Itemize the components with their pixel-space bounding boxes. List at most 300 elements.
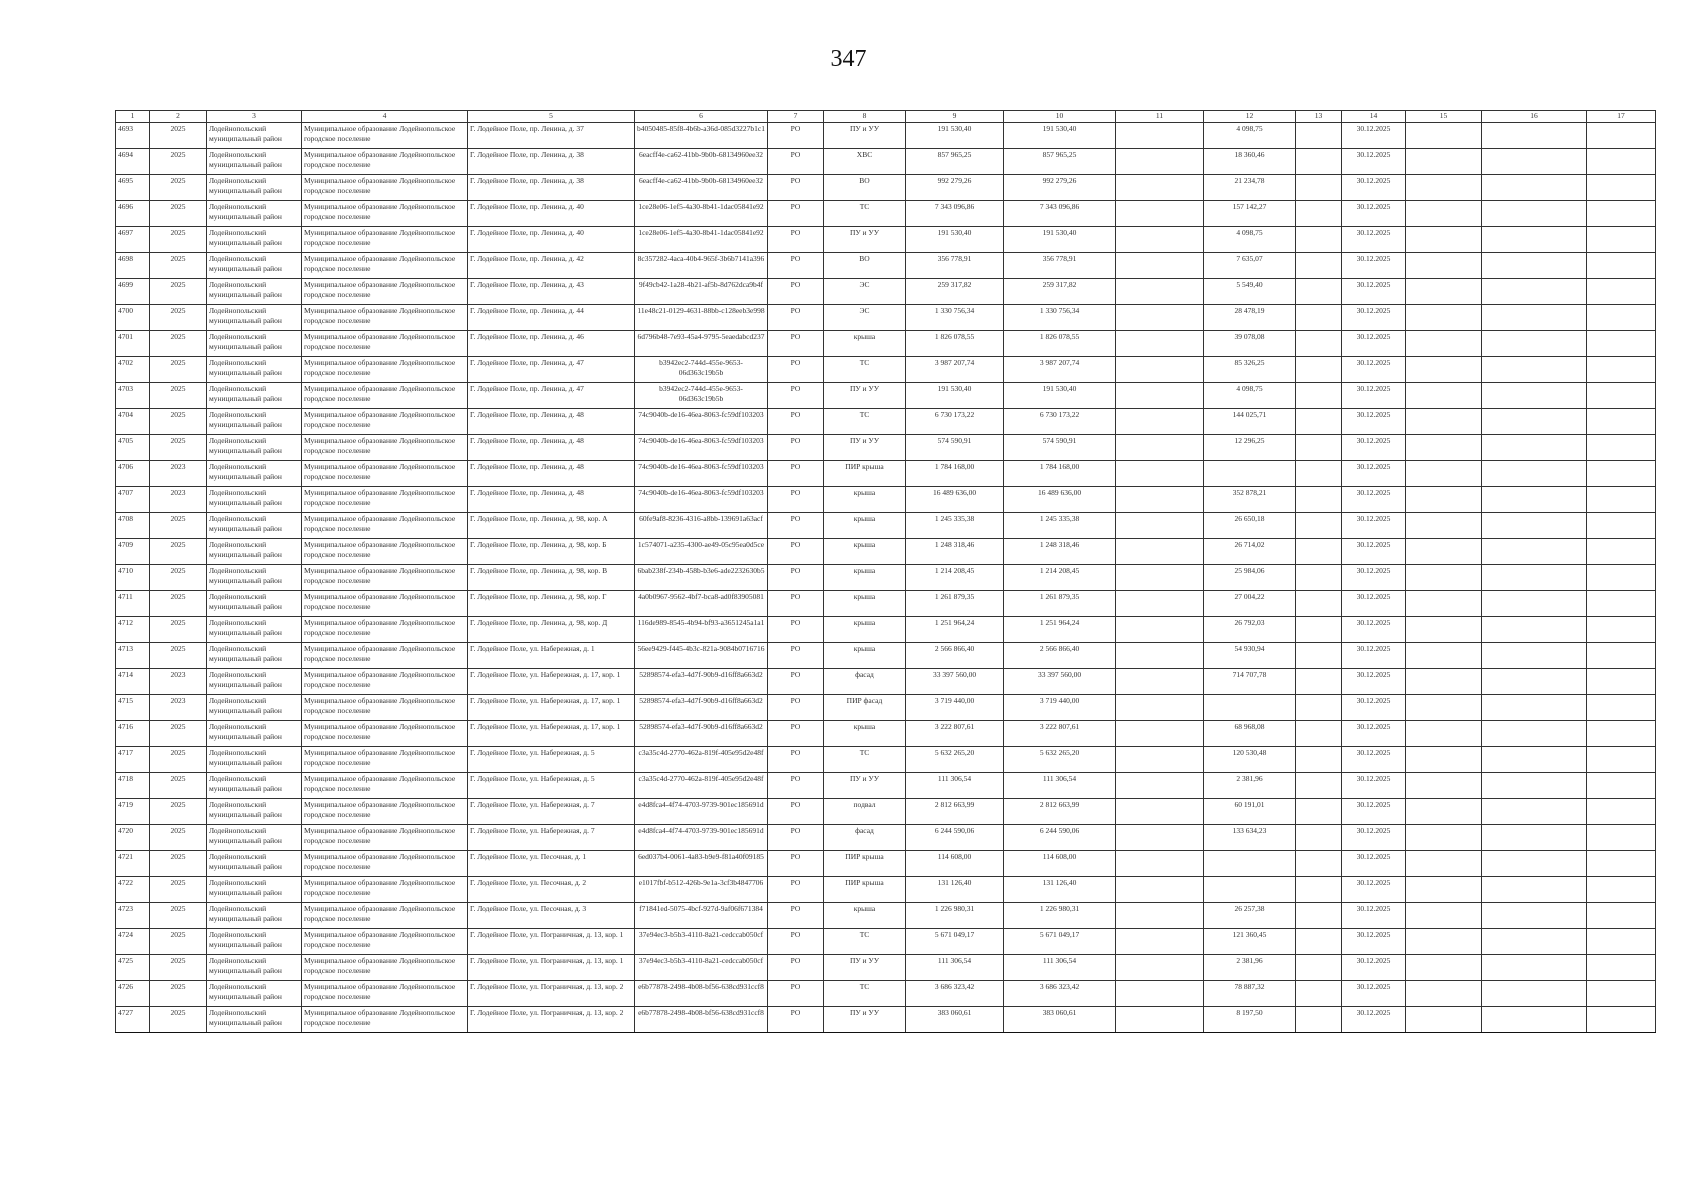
completion-date-cell: 30.12.2025: [1342, 201, 1406, 227]
column-13-cell: [1296, 331, 1342, 357]
row-number-cell: 4713: [116, 643, 150, 669]
column-header-7: 7: [768, 111, 824, 123]
year-cell: 2025: [150, 903, 207, 929]
completion-date-cell: 30.12.2025: [1342, 669, 1406, 695]
house-guid-cell: 52898574-efa3-4d7f-90b9-d16ff8a663d2: [635, 669, 768, 695]
address-cell: Г. Лодейное Поле, пр. Ленина, д. 98, кор. Б: [468, 539, 635, 565]
column-header-13: 13: [1296, 111, 1342, 123]
column-13-cell: [1296, 227, 1342, 253]
municipality-cell: Муниципальное образование Лодейнопольское городское поселение: [302, 721, 468, 747]
district-cell: Лодейнопольский муниципальный район: [207, 123, 302, 149]
row-number-cell: 4719: [116, 799, 150, 825]
year-cell: 2025: [150, 201, 207, 227]
column-15-cell: [1406, 643, 1482, 669]
column-16-cell: [1482, 955, 1587, 981]
year-cell: 2025: [150, 331, 207, 357]
source-cell: РО: [768, 539, 824, 565]
column-15-cell: [1406, 695, 1482, 721]
district-cell: Лодейнопольский муниципальный район: [207, 955, 302, 981]
row-number-cell: 4711: [116, 591, 150, 617]
source-cell: РО: [768, 903, 824, 929]
table-row: [116, 591, 1656, 617]
column-16-cell: [1482, 461, 1587, 487]
work-type-cell: крыша: [824, 565, 906, 591]
total-cost-cell: 857 965,25: [1004, 149, 1116, 175]
row-number-cell: 4710: [116, 565, 150, 591]
fund-cell: 144 025,71: [1204, 409, 1296, 435]
work-type-cell: ЭС: [824, 279, 906, 305]
column-16-cell: [1482, 513, 1587, 539]
work-type-cell: ТС: [824, 357, 906, 383]
column-13-cell: [1296, 513, 1342, 539]
work-type-cell: крыша: [824, 539, 906, 565]
column-16-cell: [1482, 279, 1587, 305]
completion-date-cell: 30.12.2025: [1342, 123, 1406, 149]
source-cell: РО: [768, 643, 824, 669]
column-11-cell: [1116, 825, 1204, 851]
column-13-cell: [1296, 851, 1342, 877]
completion-date-cell: 30.12.2025: [1342, 877, 1406, 903]
column-16-cell: [1482, 799, 1587, 825]
fund-cell: 60 191,01: [1204, 799, 1296, 825]
cost-cell: 1 261 879,35: [906, 591, 1004, 617]
fund-cell: 78 887,32: [1204, 981, 1296, 1007]
column-16-cell: [1482, 617, 1587, 643]
completion-date-cell: 30.12.2025: [1342, 695, 1406, 721]
column-17-cell: [1587, 591, 1656, 617]
completion-date-cell: 30.12.2025: [1342, 331, 1406, 357]
column-13-cell: [1296, 721, 1342, 747]
register-table: [115, 110, 1656, 1033]
table-row: [116, 357, 1656, 383]
house-guid-cell: 52898574-efa3-4d7f-90b9-d16ff8a663d2: [635, 695, 768, 721]
total-cost-cell: 2 812 663,99: [1004, 799, 1116, 825]
cost-cell: 574 590,91: [906, 435, 1004, 461]
fund-cell: 121 360,45: [1204, 929, 1296, 955]
year-cell: 2025: [150, 227, 207, 253]
house-guid-cell: 74c9040b-de16-46ea-8063-fc59df103203: [635, 435, 768, 461]
column-16-cell: [1482, 747, 1587, 773]
completion-date-cell: 30.12.2025: [1342, 513, 1406, 539]
year-cell: 2023: [150, 695, 207, 721]
fund-cell: 12 296,25: [1204, 435, 1296, 461]
district-cell: Лодейнопольский муниципальный район: [207, 487, 302, 513]
district-cell: Лодейнопольский муниципальный район: [207, 201, 302, 227]
fund-cell: [1204, 461, 1296, 487]
column-11-cell: [1116, 747, 1204, 773]
work-type-cell: ПУ и УУ: [824, 227, 906, 253]
column-header-11: 11: [1116, 111, 1204, 123]
column-13-cell: [1296, 747, 1342, 773]
column-15-cell: [1406, 149, 1482, 175]
row-number-cell: 4696: [116, 201, 150, 227]
source-cell: РО: [768, 799, 824, 825]
column-16-cell: [1482, 357, 1587, 383]
column-11-cell: [1116, 331, 1204, 357]
column-17-cell: [1587, 929, 1656, 955]
cost-cell: 191 530,40: [906, 123, 1004, 149]
municipality-cell: Муниципальное образование Лодейнопольское городское поселение: [302, 253, 468, 279]
table-row: [116, 539, 1656, 565]
address-cell: Г. Лодейное Поле, ул. Набережная, д. 5: [468, 773, 635, 799]
municipality-cell: Муниципальное образование Лодейнопольское городское поселение: [302, 357, 468, 383]
address-cell: Г. Лодейное Поле, ул. Песочная, д. 1: [468, 851, 635, 877]
column-17-cell: [1587, 331, 1656, 357]
district-cell: Лодейнопольский муниципальный район: [207, 357, 302, 383]
column-11-cell: [1116, 513, 1204, 539]
address-cell: Г. Лодейное Поле, пр. Ленина, д. 48: [468, 487, 635, 513]
total-cost-cell: 1 826 078,55: [1004, 331, 1116, 357]
address-cell: Г. Лодейное Поле, ул. Пограничная, д. 13, кор. 2: [468, 981, 635, 1007]
row-number-cell: 4717: [116, 747, 150, 773]
column-13-cell: [1296, 825, 1342, 851]
completion-date-cell: 30.12.2025: [1342, 981, 1406, 1007]
column-15-cell: [1406, 877, 1482, 903]
district-cell: Лодейнопольский муниципальный район: [207, 591, 302, 617]
fund-cell: 714 707,78: [1204, 669, 1296, 695]
house-guid-cell: 37e94ec3-b5b3-4110-8a21-cedccab050cf: [635, 929, 768, 955]
district-cell: Лодейнопольский муниципальный район: [207, 461, 302, 487]
column-13-cell: [1296, 409, 1342, 435]
year-cell: 2025: [150, 617, 207, 643]
source-cell: РО: [768, 227, 824, 253]
district-cell: Лодейнопольский муниципальный район: [207, 643, 302, 669]
table-row: [116, 643, 1656, 669]
column-16-cell: [1482, 123, 1587, 149]
source-cell: РО: [768, 773, 824, 799]
row-number-cell: 4705: [116, 435, 150, 461]
column-17-cell: [1587, 435, 1656, 461]
column-11-cell: [1116, 383, 1204, 409]
fund-cell: [1204, 877, 1296, 903]
total-cost-cell: 1 226 980,31: [1004, 903, 1116, 929]
completion-date-cell: 30.12.2025: [1342, 851, 1406, 877]
column-16-cell: [1482, 435, 1587, 461]
column-11-cell: [1116, 617, 1204, 643]
year-cell: 2025: [150, 851, 207, 877]
total-cost-cell: 111 306,54: [1004, 773, 1116, 799]
column-17-cell: [1587, 1007, 1656, 1033]
total-cost-cell: 992 279,26: [1004, 175, 1116, 201]
address-cell: Г. Лодейное Поле, пр. Ленина, д. 98, кор. В: [468, 565, 635, 591]
work-type-cell: фасад: [824, 669, 906, 695]
municipality-cell: Муниципальное образование Лодейнопольское городское поселение: [302, 461, 468, 487]
column-11-cell: [1116, 461, 1204, 487]
address-cell: Г. Лодейное Поле, ул. Набережная, д. 17, кор. 1: [468, 695, 635, 721]
district-cell: Лодейнопольский муниципальный район: [207, 695, 302, 721]
work-type-cell: ВО: [824, 253, 906, 279]
column-17-cell: [1587, 773, 1656, 799]
row-number-cell: 4703: [116, 383, 150, 409]
column-11-cell: [1116, 201, 1204, 227]
district-cell: Лодейнопольский муниципальный район: [207, 851, 302, 877]
year-cell: 2025: [150, 929, 207, 955]
source-cell: РО: [768, 929, 824, 955]
municipality-cell: Муниципальное образование Лодейнопольское городское поселение: [302, 175, 468, 201]
year-cell: 2025: [150, 565, 207, 591]
house-guid-cell: b3942ec2-744d-455e-9653-06d363c19b5b: [635, 357, 768, 383]
house-guid-cell: 60fe9af8-8236-4316-a8bb-139691a63acf: [635, 513, 768, 539]
house-guid-cell: 8c357282-4aca-40b4-965f-3b6b7141a396: [635, 253, 768, 279]
column-13-cell: [1296, 279, 1342, 305]
column-15-cell: [1406, 617, 1482, 643]
column-13-cell: [1296, 799, 1342, 825]
cost-cell: 1 245 335,38: [906, 513, 1004, 539]
house-guid-cell: 37e94ec3-b5b3-4110-8a21-cedccab050cf: [635, 955, 768, 981]
work-type-cell: крыша: [824, 903, 906, 929]
completion-date-cell: 30.12.2025: [1342, 175, 1406, 201]
column-16-cell: [1482, 149, 1587, 175]
completion-date-cell: 30.12.2025: [1342, 721, 1406, 747]
district-cell: Лодейнопольский муниципальный район: [207, 227, 302, 253]
total-cost-cell: 131 126,40: [1004, 877, 1116, 903]
column-16-cell: [1482, 981, 1587, 1007]
total-cost-cell: 3 719 440,00: [1004, 695, 1116, 721]
column-11-cell: [1116, 565, 1204, 591]
column-13-cell: [1296, 981, 1342, 1007]
column-15-cell: [1406, 799, 1482, 825]
table-row: [116, 565, 1656, 591]
fund-cell: 4 098,75: [1204, 227, 1296, 253]
row-number-cell: 4694: [116, 149, 150, 175]
work-type-cell: ВО: [824, 175, 906, 201]
cost-cell: 1 330 756,34: [906, 305, 1004, 331]
source-cell: РО: [768, 851, 824, 877]
column-11-cell: [1116, 305, 1204, 331]
address-cell: Г. Лодейное Поле, ул. Песочная, д. 2: [468, 877, 635, 903]
column-17-cell: [1587, 565, 1656, 591]
fund-cell: 68 968,08: [1204, 721, 1296, 747]
column-header-16: 16: [1482, 111, 1587, 123]
column-16-cell: [1482, 565, 1587, 591]
column-11-cell: [1116, 721, 1204, 747]
year-cell: 2025: [150, 383, 207, 409]
column-16-cell: [1482, 643, 1587, 669]
house-guid-cell: 4a0b0967-9562-4bf7-bca8-ad0f83905081: [635, 591, 768, 617]
completion-date-cell: 30.12.2025: [1342, 643, 1406, 669]
row-number-cell: 4714: [116, 669, 150, 695]
source-cell: РО: [768, 149, 824, 175]
column-11-cell: [1116, 435, 1204, 461]
completion-date-cell: 30.12.2025: [1342, 955, 1406, 981]
municipality-cell: Муниципальное образование Лодейнопольское городское поселение: [302, 877, 468, 903]
address-cell: Г. Лодейное Поле, ул. Набережная, д. 7: [468, 825, 635, 851]
column-11-cell: [1116, 487, 1204, 513]
year-cell: 2025: [150, 981, 207, 1007]
row-number-cell: 4697: [116, 227, 150, 253]
column-11-cell: [1116, 903, 1204, 929]
source-cell: РО: [768, 669, 824, 695]
completion-date-cell: 30.12.2025: [1342, 1007, 1406, 1033]
house-guid-cell: 9f49cb42-1a28-4b21-af5b-8d762dca9b4f: [635, 279, 768, 305]
municipality-cell: Муниципальное образование Лодейнопольское городское поселение: [302, 1007, 468, 1033]
column-16-cell: [1482, 929, 1587, 955]
house-guid-cell: e6b77878-2498-4b08-bf56-638cd931ccf8: [635, 1007, 768, 1033]
work-type-cell: крыша: [824, 643, 906, 669]
district-cell: Лодейнопольский муниципальный район: [207, 383, 302, 409]
table-row: [116, 279, 1656, 305]
district-cell: Лодейнопольский муниципальный район: [207, 903, 302, 929]
district-cell: Лодейнопольский муниципальный район: [207, 825, 302, 851]
row-number-cell: 4699: [116, 279, 150, 305]
row-number-cell: 4716: [116, 721, 150, 747]
address-cell: Г. Лодейное Поле, ул. Набережная, д. 7: [468, 799, 635, 825]
column-15-cell: [1406, 201, 1482, 227]
cost-cell: 5 671 049,17: [906, 929, 1004, 955]
year-cell: 2025: [150, 877, 207, 903]
column-13-cell: [1296, 955, 1342, 981]
completion-date-cell: 30.12.2025: [1342, 903, 1406, 929]
cost-cell: 1 226 980,31: [906, 903, 1004, 929]
table-row: [116, 227, 1656, 253]
district-cell: Лодейнопольский муниципальный район: [207, 669, 302, 695]
column-13-cell: [1296, 357, 1342, 383]
fund-cell: 133 634,23: [1204, 825, 1296, 851]
completion-date-cell: 30.12.2025: [1342, 357, 1406, 383]
work-type-cell: ПУ и УУ: [824, 383, 906, 409]
district-cell: Лодейнопольский муниципальный район: [207, 773, 302, 799]
source-cell: РО: [768, 513, 824, 539]
year-cell: 2025: [150, 539, 207, 565]
municipality-cell: Муниципальное образование Лодейнопольское городское поселение: [302, 149, 468, 175]
house-guid-cell: 1ce28e06-1ef5-4a30-8b41-1dac05841e92: [635, 227, 768, 253]
fund-cell: 8 197,50: [1204, 1007, 1296, 1033]
column-15-cell: [1406, 851, 1482, 877]
work-type-cell: крыша: [824, 513, 906, 539]
column-16-cell: [1482, 903, 1587, 929]
table-row: [116, 851, 1656, 877]
column-16-cell: [1482, 253, 1587, 279]
municipality-cell: Муниципальное образование Лодейнопольское городское поселение: [302, 513, 468, 539]
column-13-cell: [1296, 903, 1342, 929]
source-cell: РО: [768, 409, 824, 435]
fund-cell: [1204, 851, 1296, 877]
house-guid-cell: 74c9040b-de16-46ea-8063-fc59df103203: [635, 487, 768, 513]
total-cost-cell: 1 248 318,46: [1004, 539, 1116, 565]
completion-date-cell: 30.12.2025: [1342, 617, 1406, 643]
column-13-cell: [1296, 591, 1342, 617]
house-guid-cell: 6eacff4e-ca62-41bb-9b0b-68134960ee32: [635, 149, 768, 175]
column-16-cell: [1482, 669, 1587, 695]
column-15-cell: [1406, 357, 1482, 383]
fund-cell: 26 714,02: [1204, 539, 1296, 565]
fund-cell: 120 530,48: [1204, 747, 1296, 773]
column-17-cell: [1587, 279, 1656, 305]
cost-cell: 6 244 590,06: [906, 825, 1004, 851]
column-15-cell: [1406, 747, 1482, 773]
column-11-cell: [1116, 175, 1204, 201]
year-cell: 2023: [150, 669, 207, 695]
cost-cell: 16 489 636,00: [906, 487, 1004, 513]
table-row: [116, 773, 1656, 799]
total-cost-cell: 1 330 756,34: [1004, 305, 1116, 331]
table-row: [116, 877, 1656, 903]
total-cost-cell: 16 489 636,00: [1004, 487, 1116, 513]
column-11-cell: [1116, 539, 1204, 565]
district-cell: Лодейнопольский муниципальный район: [207, 877, 302, 903]
total-cost-cell: 383 060,61: [1004, 1007, 1116, 1033]
column-17-cell: [1587, 799, 1656, 825]
column-header-17: 17: [1587, 111, 1656, 123]
cost-cell: 7 343 096,86: [906, 201, 1004, 227]
column-11-cell: [1116, 669, 1204, 695]
district-cell: Лодейнопольский муниципальный район: [207, 565, 302, 591]
fund-cell: 25 984,06: [1204, 565, 1296, 591]
district-cell: Лодейнопольский муниципальный район: [207, 409, 302, 435]
source-cell: РО: [768, 695, 824, 721]
column-number-row: [116, 111, 1656, 123]
column-15-cell: [1406, 1007, 1482, 1033]
column-header-10: 10: [1004, 111, 1116, 123]
column-16-cell: [1482, 721, 1587, 747]
column-16-cell: [1482, 1007, 1587, 1033]
work-type-cell: крыша: [824, 331, 906, 357]
cost-cell: 992 279,26: [906, 175, 1004, 201]
column-header-2: 2: [150, 111, 207, 123]
work-type-cell: крыша: [824, 591, 906, 617]
fund-cell: 7 635,07: [1204, 253, 1296, 279]
cost-cell: 2 566 866,40: [906, 643, 1004, 669]
page-number: 347: [830, 46, 867, 72]
work-type-cell: крыша: [824, 617, 906, 643]
row-number-cell: 4721: [116, 851, 150, 877]
table-row: [116, 721, 1656, 747]
column-15-cell: [1406, 487, 1482, 513]
district-cell: Лодейнопольский муниципальный район: [207, 175, 302, 201]
column-17-cell: [1587, 539, 1656, 565]
completion-date-cell: 30.12.2025: [1342, 825, 1406, 851]
fund-cell: 85 326,25: [1204, 357, 1296, 383]
total-cost-cell: 5 671 049,17: [1004, 929, 1116, 955]
district-cell: Лодейнопольский муниципальный район: [207, 539, 302, 565]
district-cell: Лодейнопольский муниципальный район: [207, 617, 302, 643]
column-17-cell: [1587, 695, 1656, 721]
work-type-cell: крыша: [824, 487, 906, 513]
column-13-cell: [1296, 773, 1342, 799]
column-13-cell: [1296, 201, 1342, 227]
completion-date-cell: 30.12.2025: [1342, 435, 1406, 461]
work-type-cell: крыша: [824, 721, 906, 747]
year-cell: 2025: [150, 279, 207, 305]
house-guid-cell: 1ce28e06-1ef5-4a30-8b41-1dac05841e92: [635, 201, 768, 227]
column-13-cell: [1296, 305, 1342, 331]
column-13-cell: [1296, 539, 1342, 565]
column-header-12: 12: [1204, 111, 1296, 123]
municipality-cell: Муниципальное образование Лодейнопольское городское поселение: [302, 903, 468, 929]
column-13-cell: [1296, 877, 1342, 903]
year-cell: 2025: [150, 253, 207, 279]
year-cell: 2025: [150, 747, 207, 773]
table-row: [116, 799, 1656, 825]
work-type-cell: ТС: [824, 747, 906, 773]
row-number-cell: 4701: [116, 331, 150, 357]
total-cost-cell: 5 632 265,20: [1004, 747, 1116, 773]
total-cost-cell: 356 778,91: [1004, 253, 1116, 279]
total-cost-cell: 191 530,40: [1004, 227, 1116, 253]
row-number-cell: 4725: [116, 955, 150, 981]
address-cell: Г. Лодейное Поле, пр. Ленина, д. 98, кор. Д: [468, 617, 635, 643]
column-17-cell: [1587, 357, 1656, 383]
row-number-cell: 4718: [116, 773, 150, 799]
total-cost-cell: 6 730 173,22: [1004, 409, 1116, 435]
source-cell: РО: [768, 201, 824, 227]
house-guid-cell: e4d8fca4-4f74-4703-9739-901ec185691d: [635, 799, 768, 825]
year-cell: 2025: [150, 305, 207, 331]
table-row: [116, 123, 1656, 149]
column-17-cell: [1587, 877, 1656, 903]
cost-cell: 191 530,40: [906, 227, 1004, 253]
column-17-cell: [1587, 487, 1656, 513]
